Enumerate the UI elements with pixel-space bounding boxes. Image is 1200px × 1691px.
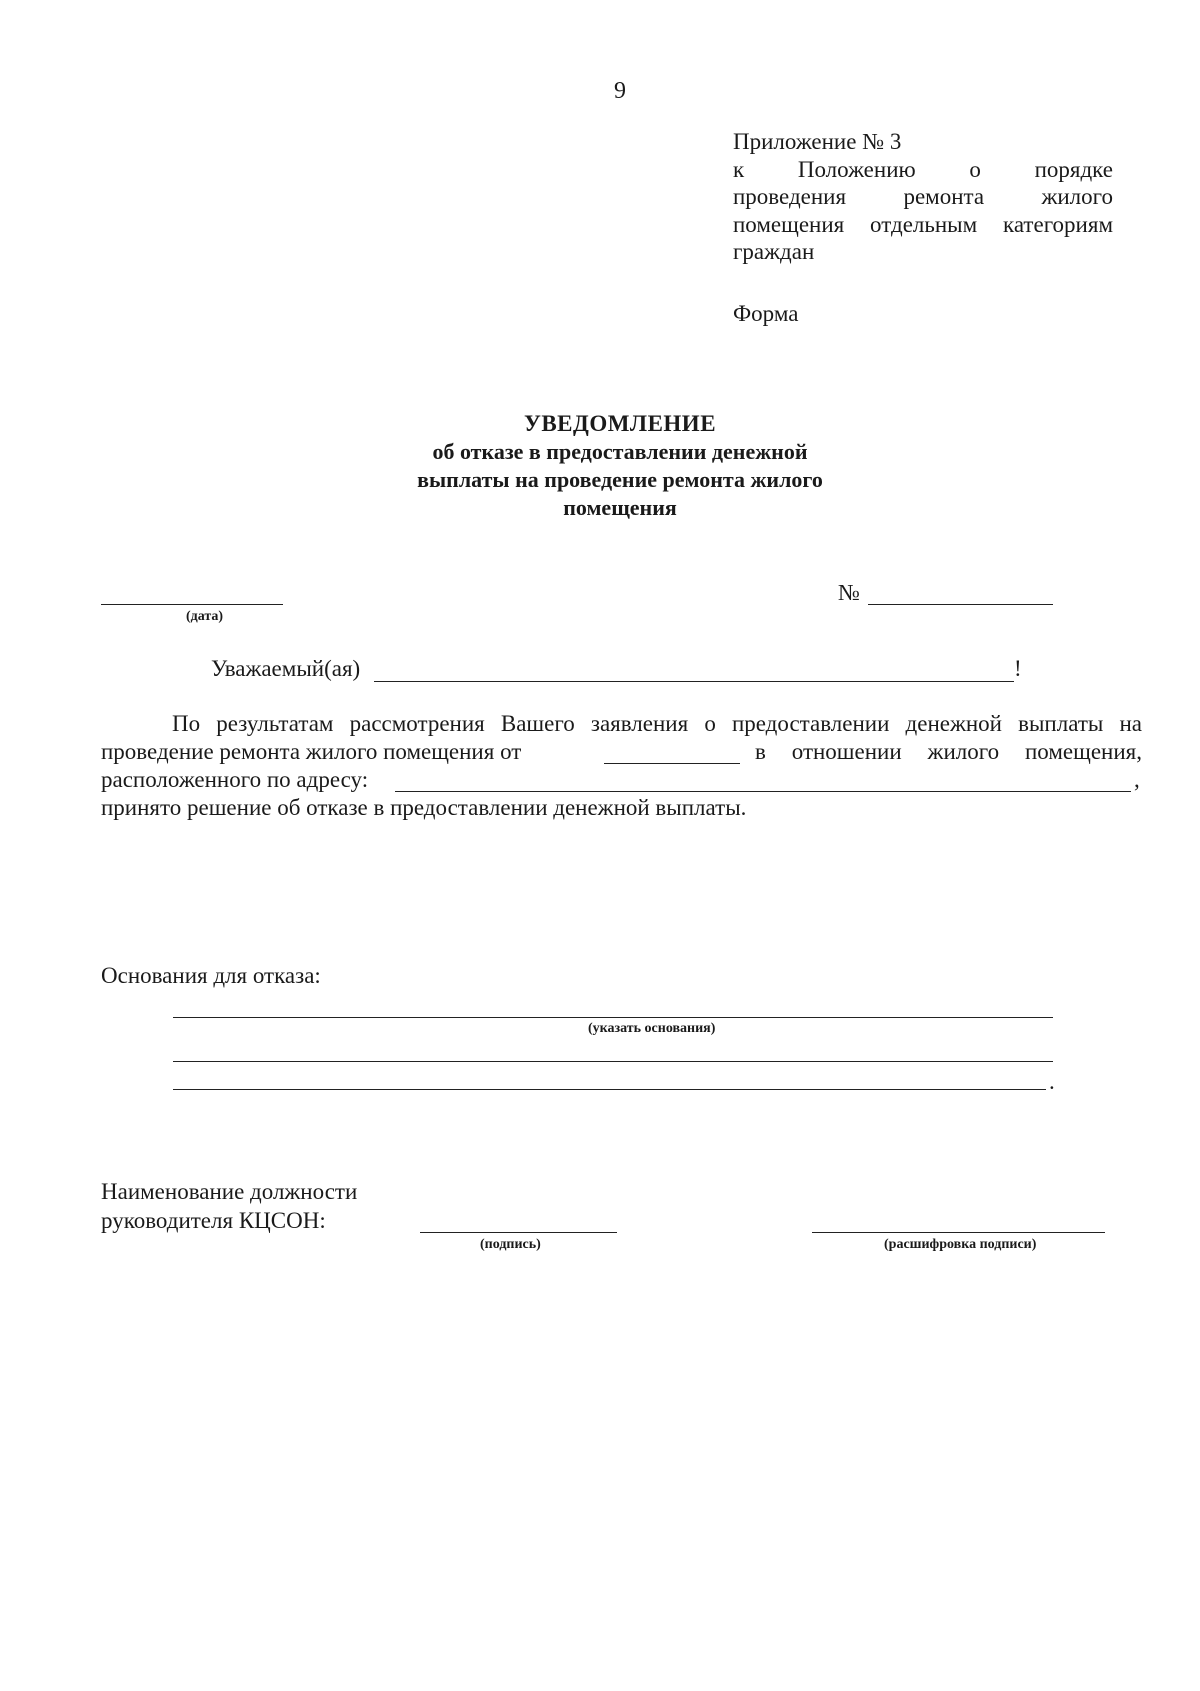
appendix-line: к Положению о порядке [733, 156, 1113, 182]
application-date-line[interactable] [604, 763, 740, 764]
body-line-1: По результатам рассмотрения Вашего заявления о предоставлении денежной выплаты на [172, 711, 1142, 736]
appendix-line: помещения отдельным категориям [733, 211, 1113, 237]
signature-decode-line[interactable] [812, 1232, 1105, 1233]
page-number: 9 [614, 78, 626, 104]
signature-caption: (подпись) [480, 1237, 541, 1252]
body-line-2-end: в отношении жилого помещения, [755, 739, 1142, 764]
position-label-line-2: руководителя КЦСОН: [101, 1208, 326, 1233]
grounds-line-2[interactable] [173, 1061, 1053, 1062]
address-line[interactable] [395, 791, 1131, 792]
greeting-label: Уважаемый(ая) [211, 656, 361, 681]
grounds-caption: (указать основания) [588, 1021, 716, 1036]
grounds-line-3[interactable] [173, 1089, 1046, 1090]
appendix-line: граждан [733, 239, 815, 264]
grounds-line-1[interactable] [173, 1017, 1053, 1018]
date-field-line[interactable] [101, 604, 283, 605]
greeting-exclamation: ! [1014, 656, 1022, 681]
position-label-line-1: Наименование должности [101, 1179, 358, 1204]
title-main: УВЕДОМЛЕНИЕ [523, 411, 717, 436]
signature-line[interactable] [420, 1232, 617, 1233]
date-caption: (дата) [186, 609, 224, 624]
number-field-line[interactable] [868, 604, 1053, 605]
body-line-3-start: расположенного по адресу: [101, 767, 369, 792]
appendix-block [733, 128, 1113, 266]
number-sign: № [838, 580, 860, 605]
appendix-line: проведения ремонта жилого [733, 184, 1113, 209]
body-line-2-start: проведение ремонта жилого помещения от [101, 739, 522, 764]
form-label: Форма [733, 301, 799, 326]
recipient-name-line[interactable] [374, 681, 1014, 682]
address-comma: , [1134, 767, 1140, 792]
title-line: об отказе в предоставлении денежной [432, 439, 808, 464]
appendix-number: Приложение № 3 [733, 129, 902, 154]
body-line-4: принято решение об отказе в предоставлении денежной выплаты. [101, 795, 747, 820]
title-line: выплаты на проведение ремонта жилого [417, 467, 823, 492]
document-title [330, 410, 910, 522]
grounds-label: Основания для отказа: [101, 963, 321, 988]
signature-decode-caption: (расшифровка подписи) [884, 1237, 1037, 1252]
title-line: помещения [563, 495, 677, 520]
grounds-period: . [1049, 1069, 1055, 1094]
